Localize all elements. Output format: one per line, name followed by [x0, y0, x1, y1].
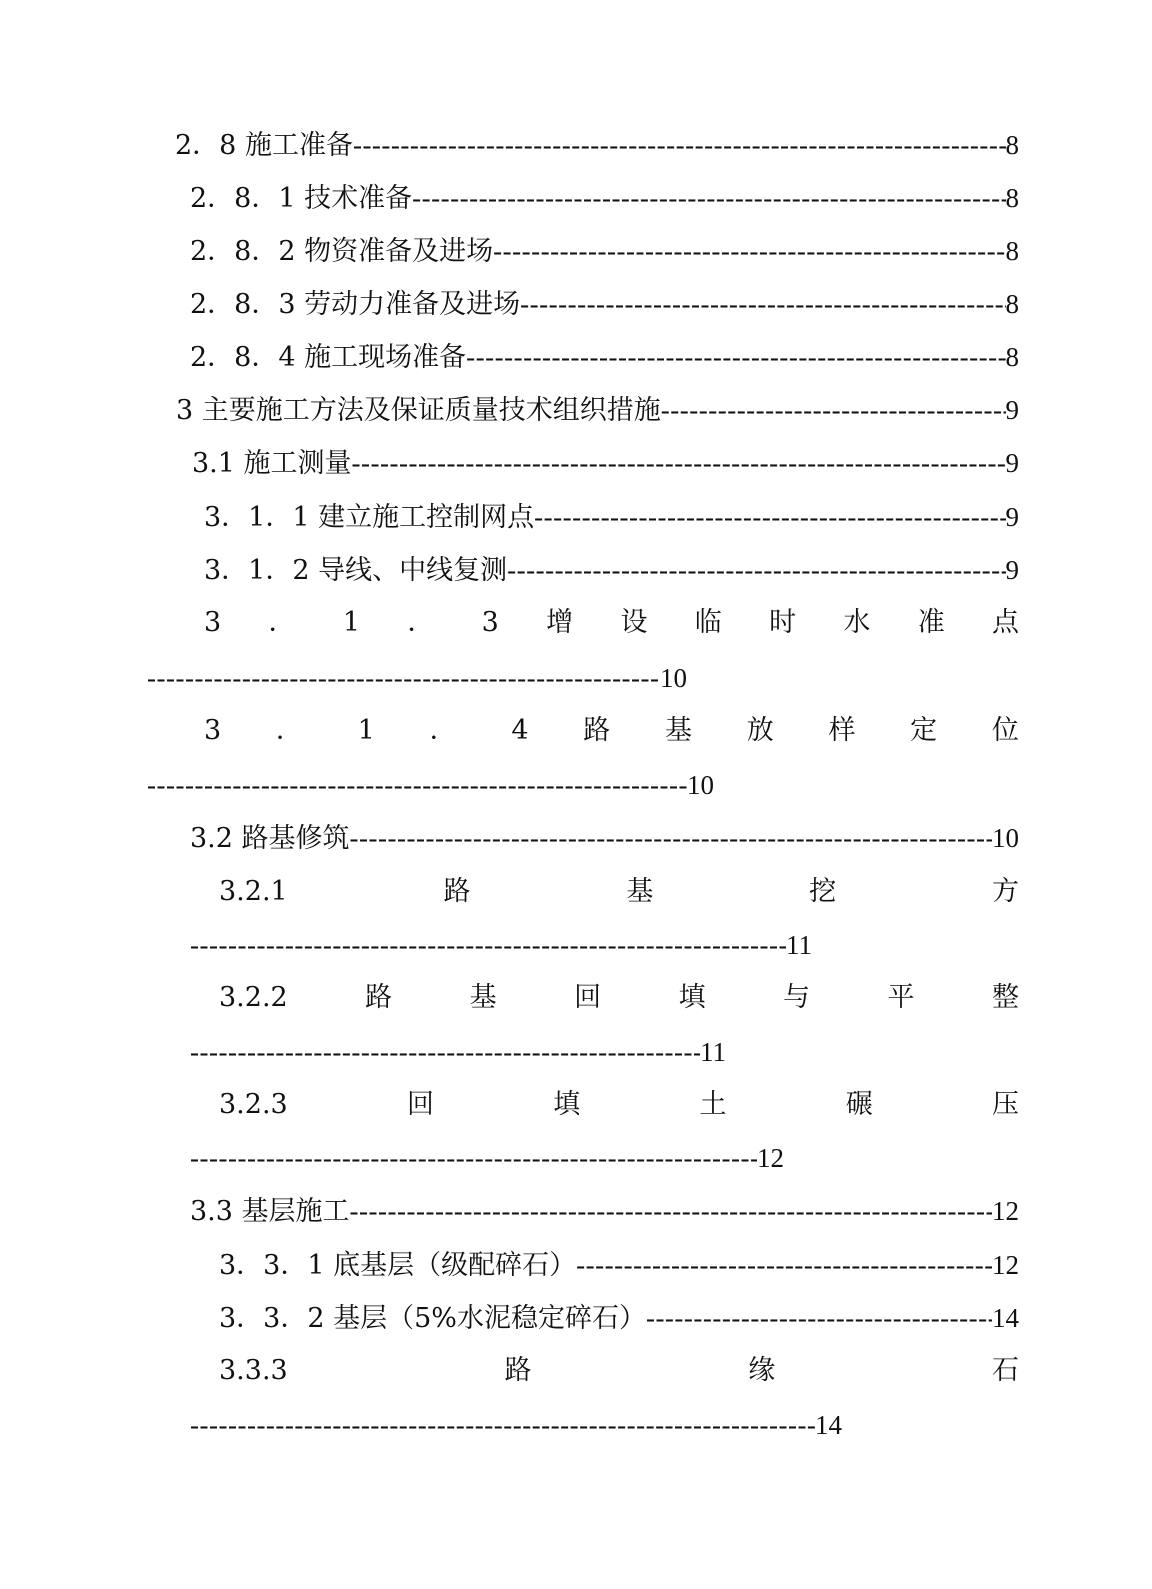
- toc-spread-char: 方: [991, 876, 1019, 907]
- toc-entry[interactable]: [176, 390, 1019, 430]
- toc-spread-char: 石: [992, 1355, 1019, 1386]
- toc-entry-continuation[interactable]: [190, 1032, 726, 1072]
- toc-spread-char: 准: [917, 607, 945, 638]
- toc-entry-label: 3.1 施工测量: [192, 448, 352, 479]
- toc-spread-char: 3: [204, 715, 222, 746]
- toc-entry[interactable]: [175, 125, 1019, 165]
- toc-spread-char: 回: [406, 1089, 434, 1120]
- toc-leader: [646, 1298, 992, 1338]
- toc-page-number: 12: [757, 1143, 784, 1173]
- toc-spread-char: 平: [887, 982, 915, 1013]
- toc-entry[interactable]: [204, 497, 1019, 537]
- toc-leader: [350, 818, 992, 858]
- toc-leader: [661, 390, 1006, 430]
- toc-spread-char: 整: [991, 982, 1019, 1013]
- toc-page-number: 12: [992, 1250, 1019, 1280]
- toc-spread-char: 3.2.2: [219, 982, 288, 1013]
- toc-page-number: 10: [687, 770, 714, 800]
- toc-entry-justified[interactable]: [204, 603, 1019, 643]
- toc-leader: [466, 337, 1005, 377]
- toc-spread-char: 碾: [845, 1089, 873, 1120]
- toc-spread-char: 与: [783, 982, 811, 1013]
- toc-entry-label: 2．8．3 劳动力准备及进场: [190, 289, 521, 320]
- toc-leader: [576, 1245, 992, 1285]
- toc-entry[interactable]: [190, 1191, 1019, 1231]
- toc-spread-char: 3: [204, 607, 222, 638]
- toc-spread-char: 基: [664, 715, 692, 746]
- toc-page-number: 9: [1005, 448, 1019, 478]
- toc-entry[interactable]: [190, 337, 1019, 377]
- toc-spread-char: ．: [407, 607, 435, 638]
- toc-entry-label: 2．8．2 物资准备及进场: [190, 236, 494, 267]
- toc-spread-char: 位: [991, 715, 1019, 746]
- toc-entry-justified[interactable]: [219, 978, 1019, 1018]
- toc-spread-char: 1: [342, 607, 360, 638]
- toc-leader: [190, 1032, 700, 1072]
- toc-entry-continuation[interactable]: [190, 1405, 842, 1445]
- toc-page-number: 9: [1005, 502, 1019, 532]
- toc-spread-char: 3: [481, 607, 499, 638]
- toc-entry[interactable]: [219, 1245, 1019, 1285]
- toc-entry-label: 3．1．2 导线、中线复测: [204, 555, 508, 586]
- toc-spread-char: 4: [511, 715, 529, 746]
- toc-leader: [534, 497, 1005, 537]
- toc-page-number: 9: [1005, 395, 1019, 425]
- toc-page-number: 8: [1005, 130, 1019, 160]
- toc-leader: [353, 125, 1006, 165]
- toc-page-number: 8: [1005, 342, 1019, 372]
- toc-leader: [507, 550, 1005, 590]
- toc-page-number: 11: [700, 1037, 726, 1067]
- toc-spread-char: ．: [275, 715, 303, 746]
- toc-spread-char: 定: [910, 715, 938, 746]
- toc-spread-char: 增: [546, 607, 574, 638]
- toc-leader: [520, 284, 1005, 324]
- toc-leader: [352, 443, 1006, 483]
- toc-entry[interactable]: [192, 443, 1019, 483]
- toc-page-number: 14: [815, 1410, 842, 1440]
- toc-spread-char: 3.2.1: [219, 876, 288, 907]
- toc-leader: [147, 765, 687, 805]
- toc-page-number: 10: [660, 663, 687, 693]
- toc-spread-char: 填: [553, 1089, 581, 1120]
- toc-spread-char: 基: [469, 982, 497, 1013]
- toc-spread-char: 回: [574, 982, 602, 1013]
- toc-entry[interactable]: [190, 818, 1019, 858]
- toc-spread-char: 放: [746, 715, 774, 746]
- toc-entry-label: 3．3．1 底基层（级配碎石）: [219, 1250, 577, 1281]
- toc-spread-char: 时: [769, 607, 797, 638]
- toc-entry[interactable]: [219, 1298, 1019, 1338]
- toc-spread-char: 填: [678, 982, 706, 1013]
- toc-spread-char: 路: [583, 715, 611, 746]
- toc-entry-label: 3．3．2 基层（5%水泥稳定碎石）: [219, 1303, 646, 1334]
- toc-spread-char: ．: [429, 715, 457, 746]
- toc-entry-label: 2．8．1 技术准备: [190, 183, 413, 214]
- toc-spread-char: 压: [991, 1089, 1019, 1120]
- toc-entry-justified[interactable]: [219, 1085, 1019, 1125]
- toc-entry-continuation[interactable]: [190, 925, 812, 965]
- toc-spread-char: 3.3.3: [219, 1355, 288, 1386]
- toc-entry-justified[interactable]: [204, 711, 1019, 751]
- toc-page-number: 8: [1005, 183, 1019, 213]
- toc-entry[interactable]: [190, 178, 1019, 218]
- toc-spread-char: 缘: [748, 1355, 776, 1386]
- toc-spread-char: 1: [357, 715, 375, 746]
- toc-spread-char: 3.2.3: [219, 1089, 288, 1120]
- toc-entry[interactable]: [204, 550, 1019, 590]
- toc-entry-label: 3 主要施工方法及保证质量技术组织措施: [176, 395, 661, 426]
- toc-spread-char: 土: [699, 1089, 727, 1120]
- toc-spread-char: ．: [268, 607, 296, 638]
- toc-entry-justified[interactable]: [219, 872, 1019, 912]
- toc-page-number: 9: [1005, 555, 1019, 585]
- toc-entry-continuation[interactable]: [147, 658, 687, 698]
- toc-entry-continuation[interactable]: [190, 1138, 784, 1178]
- toc-leader: [190, 925, 786, 965]
- toc-spread-char: 路: [365, 982, 393, 1013]
- toc-entry[interactable]: [190, 284, 1019, 324]
- toc-entry-label: 3.2 路基修筑: [190, 823, 350, 854]
- toc-entry[interactable]: [190, 231, 1019, 271]
- toc-spread-char: 临: [694, 607, 722, 638]
- toc-entry-justified[interactable]: [219, 1351, 1019, 1391]
- toc-page-number: 11: [786, 930, 812, 960]
- toc-spread-char: 水: [843, 607, 871, 638]
- toc-spread-char: 挖: [809, 876, 837, 907]
- toc-spread-char: 设: [620, 607, 648, 638]
- toc-entry-label: 3．1．1 建立施工控制网点: [204, 502, 535, 533]
- toc-leader: [493, 231, 1005, 271]
- toc-spread-char: 点: [992, 607, 1019, 638]
- toc-page-number: 8: [1005, 236, 1019, 266]
- toc-page-number: 12: [992, 1196, 1019, 1226]
- toc-spread-char: 路: [504, 1355, 532, 1386]
- toc-leader: [190, 1138, 757, 1178]
- toc-entry-label: 2．8 施工准备: [175, 130, 353, 161]
- toc-leader: [412, 178, 1005, 218]
- toc-spread-char: 基: [626, 876, 654, 907]
- toc-leader: [147, 658, 660, 698]
- toc-spread-char: 路: [443, 876, 471, 907]
- toc-entry-label: 3.3 基层施工: [190, 1196, 350, 1227]
- toc-page-number: 10: [992, 823, 1019, 853]
- toc-spread-char: 样: [828, 715, 856, 746]
- toc-leader: [190, 1405, 815, 1445]
- toc-entry-continuation[interactable]: [147, 765, 714, 805]
- toc-page-number: 8: [1005, 289, 1019, 319]
- toc-leader: [350, 1191, 992, 1231]
- toc-entry-label: 2．8．4 施工现场准备: [190, 342, 467, 373]
- toc-page-number: 14: [992, 1303, 1019, 1333]
